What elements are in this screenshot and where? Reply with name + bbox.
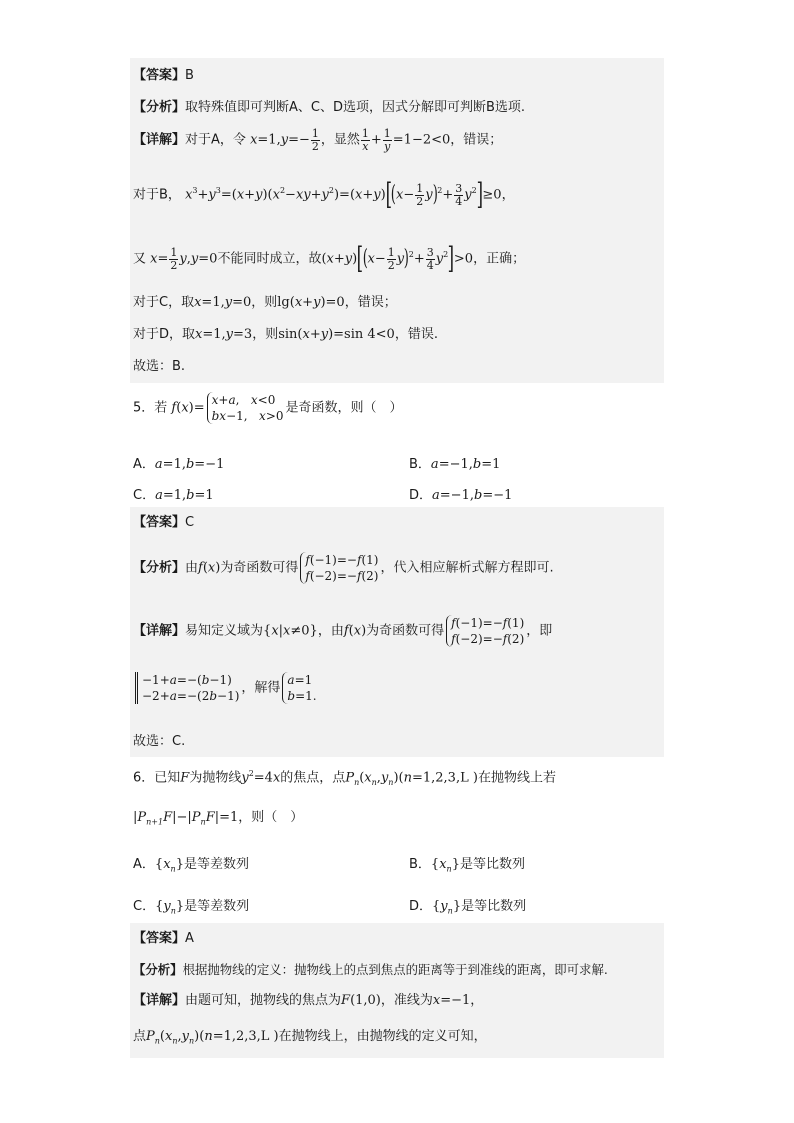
question-number: 5．若: [133, 400, 168, 416]
formula: x: [185, 187, 193, 203]
q5-detail-line-2: −1+a=−(b−1) −2+a=−(2b−1) ，解得 a=1 b=1.: [133, 672, 319, 704]
q4-detail-line-3: 又 x= $\frac{1}{2}$ y,y=0不能同时成立，故(x+y)[(x− $\frac{1}{2}$ y)$^2$+ $\frac{3}{4}$ $y^2]>0$，正确；: [133, 241, 526, 276]
q6-option-a[interactable]: A．$\{x_n\}$是等差数列: [133, 857, 249, 874]
formula: f: [171, 400, 177, 416]
q5-detail-line-1: 【详解】易知定义域为{x|x≠0}，由f(x)为奇函数可得 f(−1)=−f(1) f(−2)=−f(2) ，即: [133, 616, 553, 647]
formula: x: [195, 327, 203, 342]
formula: x: [150, 251, 158, 267]
q4-detail-line-4: 对于C，取x=1,y=0，则lg(x+y)=0，错误；: [133, 295, 397, 310]
piecewise-function: x+a, x<0 bx−1, x>0: [207, 392, 284, 424]
analysis-label: 【分析】: [133, 100, 186, 115]
q6-analysis-line: [133, 963, 608, 978]
q5-option-d[interactable]: D．a=−1,b=−1: [409, 488, 513, 503]
q5-option-a[interactable]: A．a=1,b=−1: [133, 457, 225, 472]
equation-system: f(−1)=−f(1) f(−2)=−f(2): [446, 615, 524, 647]
q5-option-b[interactable]: B．a=−1,b=1: [409, 457, 501, 472]
answer-label: 【答案】: [133, 68, 186, 83]
q6-detail-line-2: 点$P_n(x_n,y_n)(n=1,2,3,L$ )在抛物线上，由抛物线的定义可知，: [133, 1029, 487, 1046]
analysis-text: 根据抛物线的定义：抛物线上的点到焦点的距离等于到准线的距离，即可求解.: [182, 962, 608, 977]
analysis-label: 【分析】: [133, 962, 183, 977]
detail-label: 【详解】: [133, 132, 186, 148]
analysis-label: 【分析】: [133, 560, 186, 576]
question-number: 6．已知: [133, 770, 181, 786]
q6-option-c[interactable]: C．$\{y_n\}$是等差数列: [133, 899, 250, 916]
formula: x: [194, 295, 202, 310]
q4-detail-line-5: 对于D，取x=1,y=3，则sin(x+y)=sin 4<0，错误.: [133, 327, 438, 342]
q6-answer-line: [133, 931, 194, 947]
q6-stem-line-2: $|P_{n+1}F|-|P_nF|=1$，则（ ）: [133, 810, 304, 827]
q4-detail-line-1: 【详解】对于A，令 x=1,y=− $\frac{1}{2}$ ，显然 $\frac{1}{x}$ + $\frac{1}{y}$ =1−2<0，错误；: [133, 127, 503, 153]
answer-label: 【答案】: [133, 515, 186, 530]
q6-detail-line-1: 【详解】由题可知，抛物线的焦点为F(1,0)，准线为x=−1，: [133, 993, 484, 1008]
q5-stem: 5．若 f(x)= x+a, x<0 bx−1, x>0 是奇函数，则（ ）: [133, 393, 403, 424]
q4-detail-line-2: 对于B， $x^3+y^3=(x+y)(x^2-xy+y^2)=(x+y)[(x-$ $\frac{1}{2}$ y)$^2$+ $\frac{3}{4}$ $y^2]\ge 0$，: [133, 177, 515, 212]
q5-option-c[interactable]: C．a=1,b=1: [133, 488, 214, 503]
q6-option-b[interactable]: B．$\{x_n\}$是等比数列: [409, 857, 525, 874]
equation-system: −1+a=−(b−1) −2+a=−(2b−1): [135, 672, 239, 704]
q6-stem-line-1: 6．已知F为抛物线$y^2=4x$的焦点，点$P_n(x_n,y_n)(n=1,2,3,L$ )在抛物线上若: [133, 769, 556, 787]
fraction: $\frac{1}{2}$: [311, 127, 319, 153]
q6-option-d[interactable]: D．$\{y_n\}$是等比数列: [409, 899, 527, 916]
q4-conclusion: 故选：B.: [133, 359, 186, 374]
detail-label: 【详解】: [133, 623, 186, 639]
q5-analysis-line: 【分析】由f(x)为奇函数可得 f(−1)=−f(1) f(−2)=−f(2) ，代入相应解析式解方程即可.: [133, 553, 554, 584]
analysis-text: 取特殊值即可判断A、C、D选项，因式分解即可判断B选项.: [185, 100, 526, 115]
answer-value: A: [185, 931, 194, 946]
solution-system: a=1 b=1.: [282, 672, 316, 704]
equation-system: f(−1)=−f(1) f(−2)=−f(2): [300, 552, 378, 584]
answer-value: B: [185, 68, 194, 83]
q5-answer-line: [133, 515, 194, 531]
formula: x: [250, 132, 258, 148]
q5-conclusion: 故选：C.: [133, 734, 186, 749]
answer-value: C: [185, 515, 195, 530]
q4-answer-line: [133, 68, 194, 84]
q4-analysis-line: [133, 100, 525, 116]
detail-label: 【详解】: [133, 993, 186, 1008]
answer-label: 【答案】: [133, 931, 186, 946]
